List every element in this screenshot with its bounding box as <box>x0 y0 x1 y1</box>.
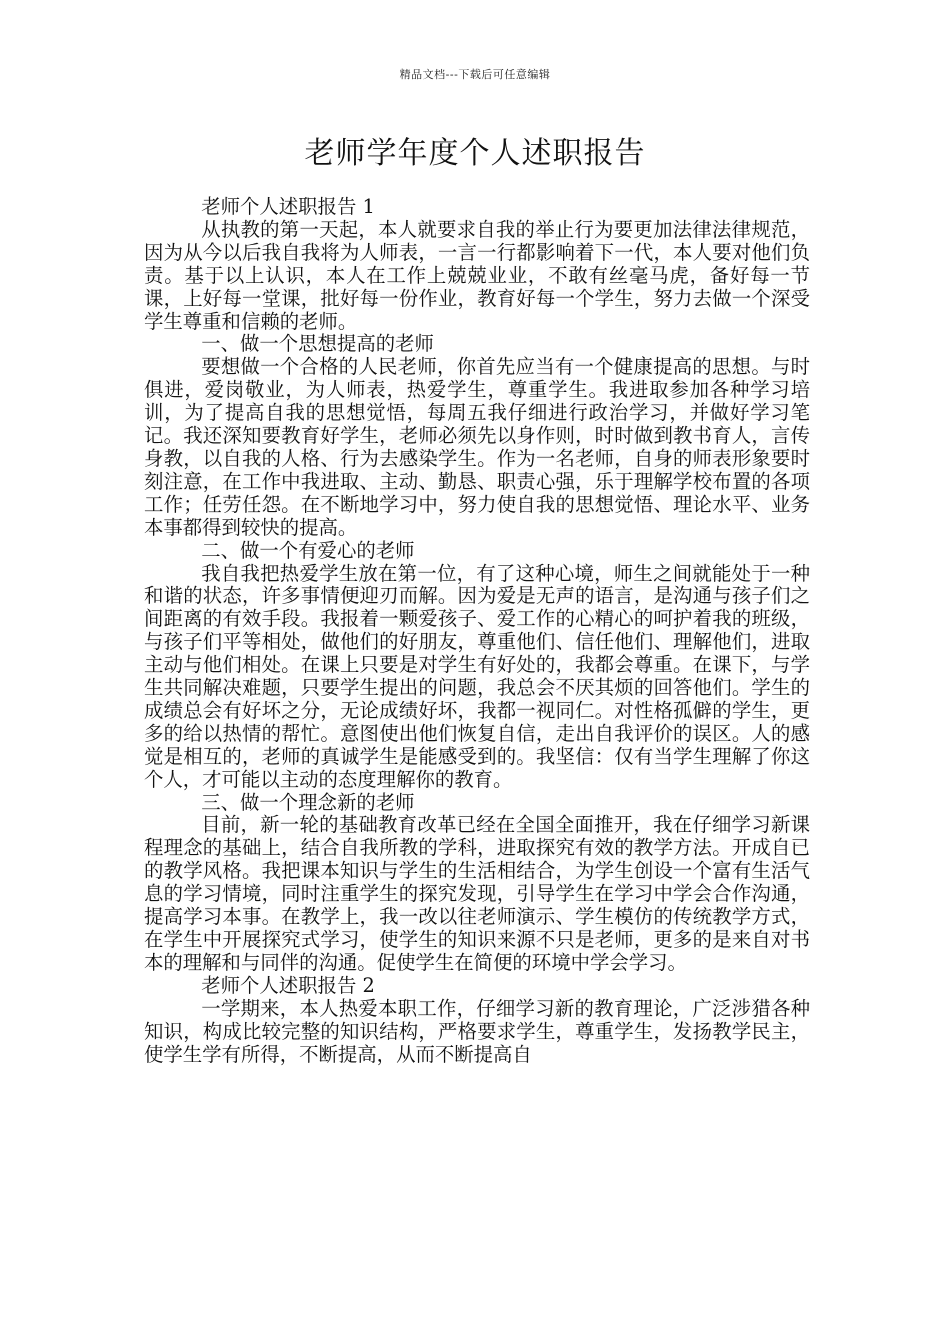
section-heading-report-1: 老师个人述职报告 1 <box>201 195 375 218</box>
body-paragraph: 从执教的第一天起，本人就要求自我的举止行为要更加法律法律规范，因为从今以后我自我将为人师表，一言一行都影响着下一代，本人要对他们负责。基于以上认识，本人在工作上兢兢业业，不敢有丝毫马虎，备好每一节课，上好每一堂课，批好每一份作业，教育好每一个学生，努力去做一个深受学生尊重和信赖的老师。 <box>144 217 810 333</box>
section-heading-thought: 一、做一个思想提高的老师 <box>201 332 434 356</box>
body-paragraph: 要想做一个合格的人民老师，你首先应当有一个健康提高的思想。与时俱进，爱岗敬业，为人师表，热爱学生，尊重学生。我进取参加各种学习培训，为了提高自我的思想觉悟，每周五我仔细进行政治学习，并做好学习笔记。我还深知要教育好学生，老师必须先以身作则，时时做到教书育人，言传身教，以自我的人格、行为去感染学生。作为一名老师，自身的师表形象要时刻注意，在工作中我进取、主动、勤恳、职责心强，乐于理解学校布置的各项工作；任劳任怨。在不断地学习中，努力使自我的思想觉悟、理论水平、业务本事都得到较快的提高。 <box>144 355 810 539</box>
body-paragraph: 目前，新一轮的基础教育改革已经在全国全面推开，我在仔细学习新课程理念的基础上，结合自我所教的学科，进取探究有效的教学方法。开成自已的教学风格。我把课本知识与学生的生活相结合，为学生创设一个富有生活气息的学习情境，同时注重学生的探究发现，引导学生在学习中学会合作沟通，提高学习本事。在教学上，我一改以往老师演示、学生模仿的传统教学方式，在学生中开展探究式学习，使学生的知识来源不只是老师，更多的是来自对书本的理解和与同伴的沟通。促使学生在简便的环境中学会学习。 <box>144 813 810 974</box>
section-heading-new-concept: 三、做一个理念新的老师 <box>201 790 415 814</box>
document-title: 老师学年度个人述职报告 <box>304 136 646 171</box>
body-paragraph: 一学期来，本人热爱本职工作，仔细学习新的教育理论，广泛涉猎各种知识，构成比较完整的知识结构，严格要求学生，尊重学生，发扬教学民主，使学生学有所得，不断提高，从而不断提高自 <box>144 996 810 1066</box>
document-body <box>144 196 810 1066</box>
body-paragraph: 我自我把热爱学生放在第一位，有了这种心境，师生之间就能处于一种和谐的状态，许多事情便迎刃而解。因为爱是无声的语言，是沟通与孩子们之间距离的有效手段。我报着一颗爱孩子、爱工作的心精心的呵护着我的班级，与孩子们平等相处，做他们的好朋友，尊重他们、信任他们、理解他们，进取主动与他们相处。在课上只要是对学生有好处的，我都会尊重。在课下，与学生共同解决难题，只要学生提出的问题，我总会不厌其烦的回答他们。学生的成绩总会有好坏之分，无论成绩好坏，我都一视同仁。对性格孤僻的学生，更多的给以热情的帮忙。意图使出他们恢复自信，走出自我评价的误区。人的感觉是相互的，老师的真诚学生是能感受到的。我坚信：仅有当学生理解了你这个人，才可能以主动的态度理解你的教育。 <box>144 561 810 791</box>
section-heading-report-2: 老师个人述职报告 2 <box>201 973 375 997</box>
section-heading-caring: 二、做一个有爱心的老师 <box>201 538 415 562</box>
header-note: 精品文档---下载后可任意编辑 <box>399 68 551 81</box>
